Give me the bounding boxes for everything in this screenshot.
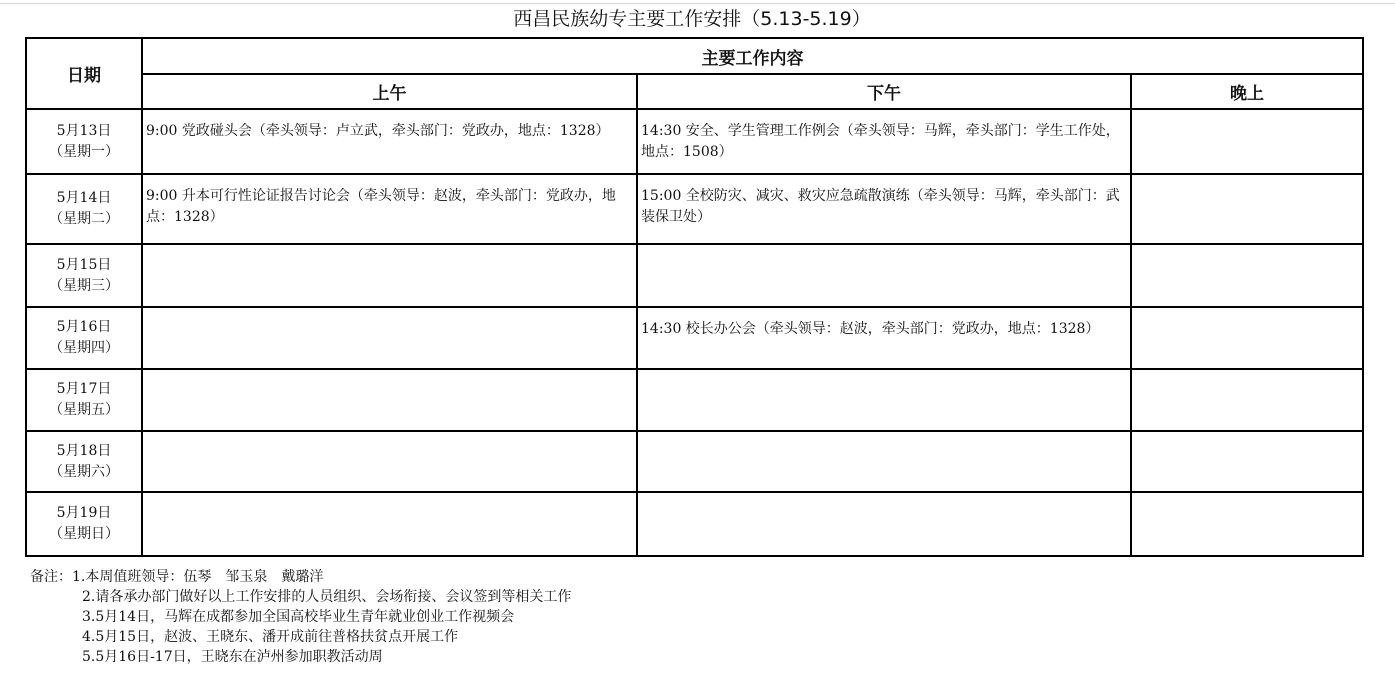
table-row bbox=[26, 109, 1363, 174]
note-item: 备注：1.本周值班领导：伍琴 邹玉泉 戴璐洋 bbox=[30, 569, 324, 585]
date-cell: 5月13日 （星期一） bbox=[26, 109, 142, 174]
header-main-content: 主要工作内容 bbox=[142, 38, 1363, 74]
note-item: 3.5月14日，马辉在成都参加全国高校毕业生青年就业创业工作视频会 bbox=[82, 609, 515, 625]
date-cell: 5月14日 （星期二） bbox=[26, 174, 142, 244]
top-divider bbox=[0, 3, 1395, 4]
morning-cell bbox=[142, 431, 637, 492]
evening-cell bbox=[1131, 307, 1363, 369]
evening-cell bbox=[1131, 244, 1363, 307]
date-cell: 5月16日 （星期四） bbox=[26, 307, 142, 369]
afternoon-cell bbox=[637, 492, 1131, 556]
evening-cell bbox=[1131, 369, 1363, 431]
evening-cell bbox=[1131, 492, 1363, 556]
notes-section bbox=[30, 567, 571, 667]
afternoon-cell: 14:30 安全、学生管理工作例会（牵头领导：马辉，牵头部门：学生工作处，地点：1508） bbox=[637, 109, 1131, 174]
notes-label: 备注： bbox=[30, 569, 72, 585]
morning-cell bbox=[142, 307, 637, 369]
header-date: 日期 bbox=[26, 38, 142, 109]
afternoon-cell bbox=[637, 431, 1131, 492]
header-afternoon: 下午 bbox=[637, 74, 1131, 109]
morning-cell bbox=[142, 369, 637, 431]
evening-cell bbox=[1131, 174, 1363, 244]
afternoon-cell bbox=[637, 244, 1131, 307]
date-cell: 5月15日 （星期三） bbox=[26, 244, 142, 307]
afternoon-cell: 14:30 校长办公会（牵头领导：赵波，牵头部门：党政办，地点：1328） bbox=[637, 307, 1131, 369]
table-row bbox=[26, 369, 1363, 431]
schedule-table bbox=[25, 37, 1364, 557]
evening-cell bbox=[1131, 109, 1363, 174]
note-item: 2.请各承办部门做好以上工作安排的人员组织、会场衔接、会议签到等相关工作 bbox=[82, 589, 572, 605]
date-cell: 5月18日 （星期六） bbox=[26, 431, 142, 492]
afternoon-cell: 15:00 全校防灾、减灾、救灾应急疏散演练（牵头领导：马辉，牵头部门：武装保卫处） bbox=[637, 174, 1131, 244]
morning-cell: 9:00 党政碰头会（牵头领导：卢立武，牵头部门：党政办，地点：1328） bbox=[142, 109, 637, 174]
morning-cell: 9:00 升本可行性论证报告讨论会（牵头领导：赵波，牵头部门：党政办，地点：1328） bbox=[142, 174, 637, 244]
page-title: 西昌民族幼专主要工作安排（5.13-5.19） bbox=[513, 8, 871, 30]
table-row bbox=[26, 307, 1363, 369]
header-evening: 晚上 bbox=[1131, 74, 1363, 109]
table-row bbox=[26, 244, 1363, 307]
note-item: 4.5月15日，赵波、王晓东、潘开成前往普格扶贫点开展工作 bbox=[82, 629, 459, 645]
table-row bbox=[26, 492, 1363, 556]
date-cell: 5月19日 （星期日） bbox=[26, 492, 142, 556]
note-item: 5.5月16日-17日，王晓东在泸州参加职教活动周 bbox=[82, 649, 383, 665]
table-row bbox=[26, 174, 1363, 244]
evening-cell bbox=[1131, 431, 1363, 492]
morning-cell bbox=[142, 244, 637, 307]
date-cell: 5月17日 （星期五） bbox=[26, 369, 142, 431]
table-row bbox=[26, 431, 1363, 492]
afternoon-cell bbox=[637, 369, 1131, 431]
morning-cell bbox=[142, 492, 637, 556]
header-morning: 上午 bbox=[142, 74, 637, 109]
